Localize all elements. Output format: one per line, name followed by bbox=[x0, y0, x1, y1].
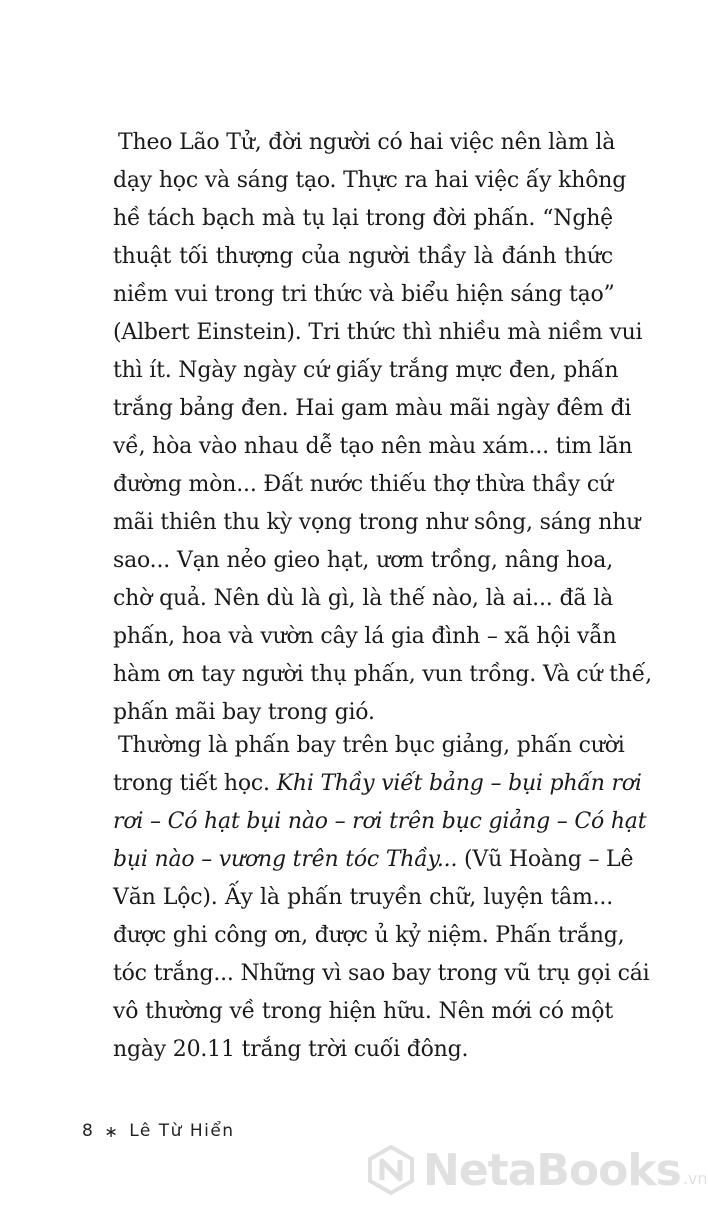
paragraph-line: đường mòn... Đất nước thiếu thợ thừa thầy cứ bbox=[113, 472, 613, 497]
quoted-lyric: Khi Thầy viết bảng – bụi phấn rơi bbox=[276, 771, 642, 796]
paragraph-line bbox=[113, 841, 634, 879]
watermark bbox=[365, 1140, 708, 1200]
author-name: Lê Từ Hiển bbox=[129, 1121, 235, 1141]
paragraph-line: được ghi công ơn, được ủ kỷ niệm. Phấn trắng, bbox=[113, 923, 625, 948]
paragraph-line: chờ quả. Nên dù là gì, là thế nào, là ai... đã là bbox=[113, 586, 613, 611]
paragraph-line: về, hòa vào nhau dễ tạo nên màu xám... tim lăn bbox=[113, 434, 633, 459]
quoted-lyric: rơi – Có hạt bụi nào – rơi trên bục giảng – Có hạt bbox=[113, 809, 647, 834]
paragraph-line: dạy học và sáng tạo. Thực ra hai việc ấy không bbox=[113, 168, 627, 193]
paragraph-2 bbox=[113, 727, 650, 1069]
paragraph-line: phấn mãi bay trong gió. bbox=[113, 700, 375, 725]
page-number: 8 bbox=[82, 1121, 95, 1141]
paragraph-line: tóc trắng... Những vì sao bay trong vũ trụ gọi cái bbox=[113, 961, 650, 986]
paragraph-line: hề tách bạch mà tụ lại trong đời phấn. “Nghệ bbox=[113, 206, 613, 231]
paragraph-line: thuật tối thượng của người thầy là đánh thức bbox=[113, 244, 613, 269]
paragraph-line: Văn Lộc). Ấy là phấn truyền chữ, luyện tâm... bbox=[113, 885, 613, 910]
plain-text: trong tiết học. bbox=[113, 771, 277, 796]
paragraph-line: hàm ơn tay người thụ phấn, vun trồng. Và cứ thế, bbox=[113, 662, 652, 687]
netabooks-logo-icon bbox=[365, 1144, 417, 1196]
paragraph-line: Theo Lão Tử, đời người có hai việc nên làm là bbox=[118, 130, 616, 155]
paragraph-line: trắng bảng đen. Hai gam màu mãi ngày đêm đi bbox=[113, 396, 632, 421]
footer-separator: ∗ bbox=[104, 1121, 120, 1141]
paragraph-line: Thường là phấn bay trên bục giảng, phấn cười bbox=[118, 733, 625, 758]
paragraph-line: thì ít. Ngày ngày cứ giấy trắng mực đen, phấn bbox=[113, 358, 619, 383]
paragraph-line: ngày 20.11 trắng trời cuối đông. bbox=[113, 1037, 469, 1062]
paragraph-line bbox=[113, 765, 642, 803]
watermark-brand: NetaBooks bbox=[423, 1144, 681, 1196]
quoted-lyric: bụi nào – vương trên tóc Thầy... bbox=[113, 847, 458, 872]
paragraph-line: (Albert Einstein). Tri thức thì nhiều mà niềm vui bbox=[113, 320, 643, 345]
paragraph-line: niềm vui trong tri thức và biểu hiện sáng tạo” bbox=[113, 282, 615, 307]
paragraph-line: vô thường về trong hiện hữu. Nên mới có một bbox=[113, 999, 613, 1024]
watermark-suffix: .vn bbox=[682, 1169, 708, 1188]
paragraph-line: phấn, hoa và vườn cây lá gia đình – xã hội vẫn bbox=[113, 624, 617, 649]
page-footer bbox=[82, 1121, 235, 1141]
paragraph-1 bbox=[113, 124, 652, 732]
plain-text: (Vũ Hoàng – Lê bbox=[457, 847, 634, 872]
paragraph-line: mãi thiên thu kỳ vọng trong như sông, sáng như bbox=[113, 510, 641, 535]
paragraph-line: sao... Vạn nẻo gieo hạt, ươm trồng, nâng hoa, bbox=[113, 548, 613, 573]
